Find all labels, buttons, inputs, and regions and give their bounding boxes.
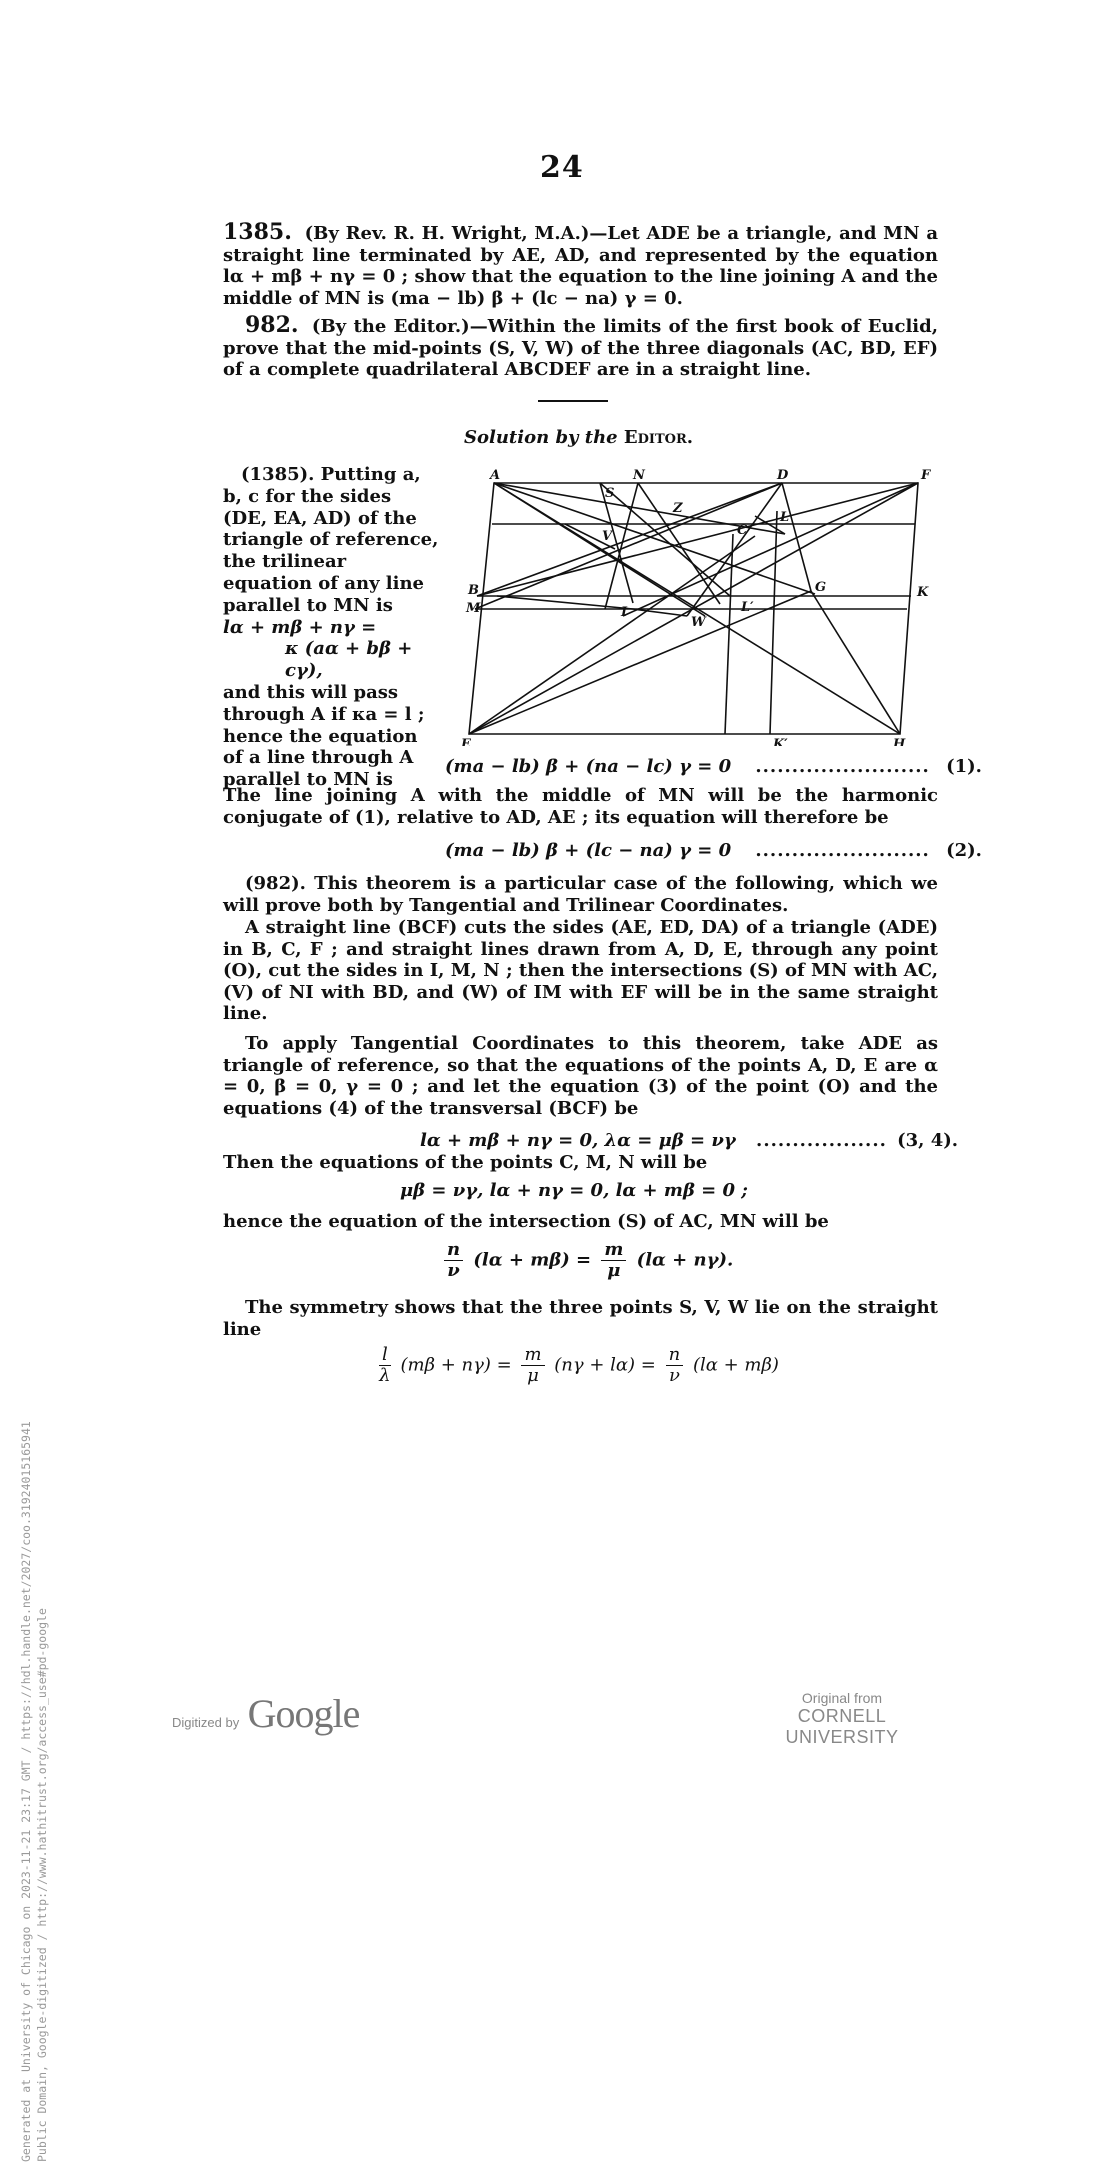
page-number: 24 (540, 150, 584, 185)
equation-2-dots: ........................ (755, 840, 930, 861)
solution-982-para3: To apply Tangential Coordinates to this theorem, take ADE as triangle of reference, so that the equations of the points A, D, E are α = 0, β = 0, γ = 0 ; and let the equation (3) of the point (O) and the equations (4) of the transversal (BCF) be (223, 1033, 938, 1119)
equation-3-4-body: lα + mβ + nγ = 0, λα = μβ = νγ (420, 1130, 736, 1151)
equation-line-part2: (nγ + lα) = (554, 1354, 656, 1376)
label-n: N (633, 468, 645, 483)
question-number: 982. (245, 312, 299, 338)
label-k-prime: K′ (773, 737, 788, 746)
solution-heading (464, 427, 693, 448)
equation-s-part2: (lα + nγ). (636, 1249, 734, 1271)
vertical-line-right (770, 511, 777, 734)
label-e: E (461, 737, 471, 746)
equation-line-part3: (lα + mβ) (692, 1354, 779, 1376)
label-c: C (737, 523, 748, 538)
equation-3-4 (420, 1130, 958, 1151)
label-l-prime: L′ (741, 600, 754, 615)
fraction-numerator: m (601, 1240, 626, 1261)
line-sl (600, 483, 730, 596)
solution-heading-caps: Editor. (623, 427, 694, 448)
fraction-denominator: μ (607, 1260, 621, 1281)
google-logo: Google (247, 1691, 360, 1736)
fraction-l-lambda (379, 1345, 391, 1386)
fraction-denominator: μ (527, 1365, 539, 1386)
side-equation-b: κ (aα + bβ + cγ), (285, 638, 413, 682)
equation-1 (445, 756, 982, 777)
equation-3-4-dots: .................. (756, 1130, 887, 1151)
solution-1385-side-text (223, 464, 441, 791)
question-text: —Within the limits of the first book of Euclid, prove that the mid-points (S, V, W) of the three diagonals (AC, BD, EF) of a complete quadrilateral ABCDEF are in a straight line. (223, 316, 938, 380)
fraction-denominator: ν (668, 1365, 680, 1386)
fraction-m-mu (601, 1240, 626, 1281)
institution-name: CORNELL UNIVERSITY (785, 1706, 899, 1747)
solution-982-para6: The symmetry shows that the three points S, V, W lie on the straight line (223, 1297, 938, 1340)
side-paragraph: (1385). Putting a, b, c for the sides (DE, EA, AD) of the triangle of reference, the trilinear equation of any line parallel to MN is (223, 464, 439, 616)
equation-2 (445, 840, 982, 861)
section-divider (538, 400, 608, 402)
hathitrust-watermark (18, 862, 62, 2162)
fraction-numerator: m (521, 1345, 544, 1366)
label-g: G (815, 580, 827, 595)
solution-982-para2: A straight line (BCF) cuts the sides (AE, ED, DA) of a triangle (ADE) in B, C, F ; and straight lines drawn from A, D, E, through any point (O), cut the sides in I, M, N ; then the intersections (S) of MN with AC, (V) of NI with BD, and (W) of IM with EF will be in the same straight line. (223, 917, 938, 1024)
digitized-by-google (172, 1690, 359, 1737)
solution-982-para1: (982). This theorem is a particular case of the following, which we will prove both by Tangential and Trilinear Coordinates. (223, 873, 938, 916)
label-k: K (917, 585, 929, 600)
question-number: 1385. (223, 219, 292, 245)
line-gh (811, 591, 900, 734)
solution-982-para4: Then the equations of the points C, M, N will be (223, 1152, 708, 1173)
equation-1-body: (ma − lb) β + (na − lc) γ = 0 (445, 756, 732, 777)
label-a: A (490, 468, 501, 483)
diagonal-ac (494, 483, 815, 594)
line-bi (497, 596, 633, 609)
solution-982-para5: hence the equation of the intersection (S) of AC, MN will be (223, 1211, 829, 1232)
fraction-numerator: n (444, 1240, 463, 1261)
label-z: Z (673, 501, 683, 516)
equation-2-body: (ma − lb) β + (lc − na) γ = 0 (445, 840, 732, 861)
side-paragraph-2: and this will pass through A if κa = l ; hence the equation of a line through A parallel to MN is (223, 681, 425, 791)
fraction-denominator: λ (379, 1365, 391, 1386)
question-text: —Let ADE be a triangle, and MN a straight line terminated by AE, AD, and represented by the equation lα + mβ + nγ = 0 ; show that the equation to the line joining A and the middle of MN is (ma − lb) β + (lc − na) γ = 0. (223, 223, 938, 309)
label-m: M (466, 601, 481, 616)
fraction-n-nu (666, 1345, 684, 1386)
harmonic-paragraph: The line joining A with the middle of MN will be the harmonic conjugate of (1), relative to AD, AE ; its equation will therefore be (223, 785, 938, 828)
watermark-line-2: Public Domain, Google-digitized / http://www.hathitrust.org/access_use#pd-google (35, 1608, 49, 2162)
fraction-denominator: ν (447, 1260, 460, 1281)
equation-1-tag: (1). (946, 756, 982, 777)
label-w: W (691, 615, 706, 630)
question-1385 (223, 219, 938, 309)
watermark-line-1: Generated at University of Chicago on 2023-11-21 23:17 GMT / https://hdl.handle.net/2027/coo.31924015165941 (19, 1421, 33, 2162)
fraction-numerator: n (666, 1345, 684, 1366)
label-s: S (605, 486, 615, 501)
question-982 (223, 312, 938, 381)
equation-s-part1: (lα + mβ) = (473, 1249, 592, 1271)
geometry-figure (455, 466, 945, 746)
equation-line-svw (375, 1345, 779, 1386)
fraction-m-mu (521, 1345, 544, 1386)
side-equation-a: lα + mβ + nγ = (223, 616, 377, 638)
fraction-n-nu (444, 1240, 463, 1281)
equation-cmn: μβ = νγ, lα + nγ = 0, lα + mβ = 0 ; (400, 1180, 748, 1201)
label-h: H (893, 737, 906, 746)
equation-line-part1: (mβ + nγ) = (400, 1354, 512, 1376)
fraction-numerator: l (379, 1345, 391, 1366)
label-v: V (602, 529, 613, 544)
line-eg (469, 591, 811, 734)
line-dm (475, 483, 782, 609)
label-i: I (621, 605, 628, 620)
label-l: L (780, 510, 790, 525)
equation-2-tag: (2). (946, 840, 982, 861)
label-d: D (777, 468, 789, 483)
equation-1-dots: ........................ (755, 756, 930, 777)
quadrilateral-diagram (455, 466, 945, 746)
solution-heading-italic: Solution by the (464, 427, 618, 448)
label-f: F (921, 468, 931, 483)
question-author: (By Rev. R. H. Wright, M.A.) (304, 223, 590, 244)
line-ec (469, 536, 755, 734)
equation-s (440, 1240, 733, 1281)
line-dg (782, 483, 811, 591)
equation-3-4-tag: (3, 4). (897, 1130, 959, 1151)
original-from-cornell (742, 1690, 942, 1748)
digitized-by-label: Digitized by (172, 1715, 240, 1730)
label-b: B (468, 583, 479, 598)
question-author: (By the Editor.) (311, 316, 470, 337)
original-from-label: Original from (801, 1690, 883, 1706)
